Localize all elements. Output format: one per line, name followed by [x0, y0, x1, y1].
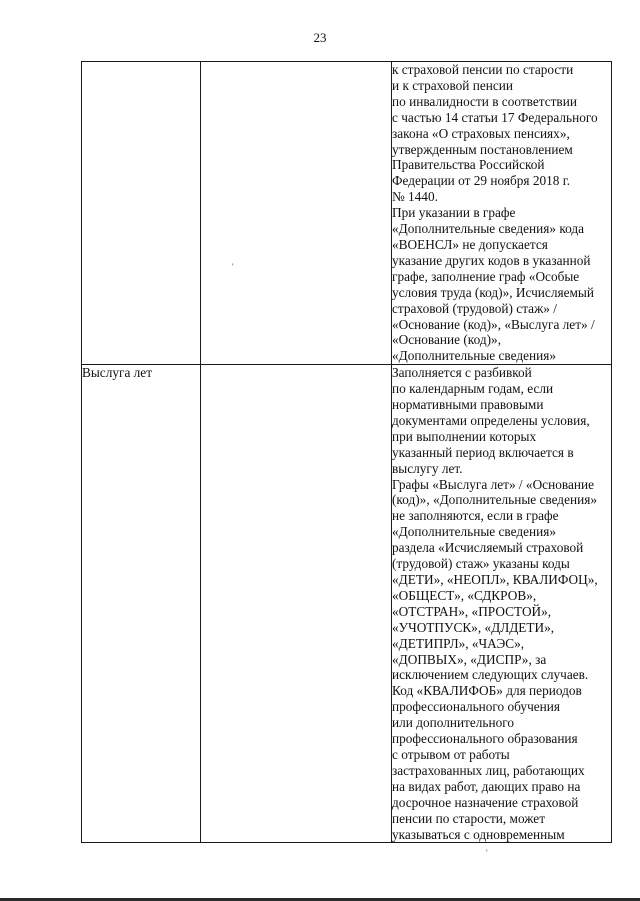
- description-line: № 1440.: [392, 189, 438, 205]
- description-line: закона «О страховых пенсиях»,: [392, 125, 570, 141]
- page-number: 23: [313, 30, 327, 45]
- description-line: «Основание (код)», «Выслуга лет» /: [392, 316, 595, 332]
- table-row: [82, 365, 612, 843]
- description-line: пенсии по старости, может: [392, 810, 546, 826]
- description-line: При указании в графе: [392, 205, 516, 221]
- description-line: и к страховой пенсии: [392, 77, 513, 93]
- description-line: «Дополнительные сведения» кода: [392, 221, 585, 237]
- description-line: на видах работ, дающих право на: [392, 778, 581, 794]
- description-line: «ОБЩЕСТ», «СДКРОВ»,: [392, 587, 537, 603]
- scan-speck: ': [232, 262, 234, 272]
- description-line: исключением следующих случаев.: [392, 667, 589, 683]
- document-table: [81, 61, 612, 843]
- description-line: по инвалидности в соответствии: [392, 93, 577, 109]
- description-line: страховой (трудовой) стаж» /: [392, 300, 557, 316]
- row-name: Выслуга лет: [82, 365, 153, 381]
- description-line: «ДЕТИПРЛ», «ЧАЭС»,: [392, 635, 525, 651]
- description-line: выслугу лет.: [392, 460, 463, 476]
- description-line: Правительства Российской: [392, 157, 545, 173]
- description-line: «ДЕТИ», «НЕОПЛ», КВАЛИФОЦ»,: [392, 572, 598, 587]
- description-line: условия труда (код)», Исчисляемый: [392, 284, 594, 300]
- description-line: графе, заполнение граф «Особые: [392, 268, 580, 284]
- description-line: «ОТСТРАН», «ПРОСТОЙ»,: [392, 603, 552, 619]
- description-line: досрочное назначение страховой: [392, 794, 579, 810]
- row-name-cell: [82, 365, 201, 843]
- description-line: не заполняются, если в графе: [392, 508, 559, 524]
- description-line: «ВОЕНСЛ» не допускается: [392, 236, 548, 252]
- description-line: Код «КВАЛИФОБ» для периодов: [392, 683, 582, 699]
- description-line: (трудовой) стаж» указаны коды: [392, 556, 570, 572]
- description-line: с частью 14 статьи 17 Федерального: [392, 109, 598, 125]
- table-row: [82, 62, 612, 365]
- description-line: (код)», «Дополнительные сведения»: [392, 492, 597, 508]
- description-line: застрахованных лиц, работающих: [392, 762, 585, 778]
- description-line: Федерации от 29 ноября 2018 г.: [392, 173, 571, 189]
- description-line: утвержденным постановлением: [392, 141, 573, 157]
- description-line: при выполнении которых: [392, 428, 537, 444]
- description-line: указываться с одновременным: [392, 826, 565, 842]
- description-line: «Основание (код)»,: [392, 332, 502, 348]
- description-line: раздела «Исчисляемый страховой: [392, 540, 584, 556]
- row-name-cell: [82, 62, 201, 365]
- description-line: указание других кодов в указанной: [392, 252, 591, 268]
- description-line: Заполняется с разбивкой: [392, 365, 532, 381]
- description-line: «ДОПВЫХ», «ДИСПР», за: [392, 651, 547, 667]
- description-line: Графы «Выслуга лет» / «Основание: [392, 476, 594, 492]
- row-middle-cell: [201, 62, 392, 365]
- description-line: указанный период включается в: [392, 444, 574, 460]
- description-line: к страховой пенсии по старости: [392, 62, 574, 77]
- description-line: «Дополнительные сведения»: [392, 524, 557, 540]
- scan-speck: ': [486, 848, 488, 858]
- description-line: с отрывом от работы: [392, 746, 510, 762]
- description-line: «УЧОТПУСК», «ДЛДЕТИ»,: [392, 619, 555, 635]
- description-line: профессионального обучения: [392, 699, 561, 715]
- description-line: или дополнительного: [392, 715, 515, 731]
- row-description-cell: [392, 365, 612, 843]
- description-line: профессионального образования: [392, 731, 578, 747]
- row-description-cell: [392, 62, 612, 365]
- description-line: документами определены условия,: [392, 412, 590, 428]
- description-line: нормативными правовыми: [392, 397, 544, 413]
- row-middle-cell: [201, 365, 392, 843]
- description-line: по календарным годам, если: [392, 381, 554, 397]
- description-line: «Дополнительные сведения»: [392, 348, 557, 364]
